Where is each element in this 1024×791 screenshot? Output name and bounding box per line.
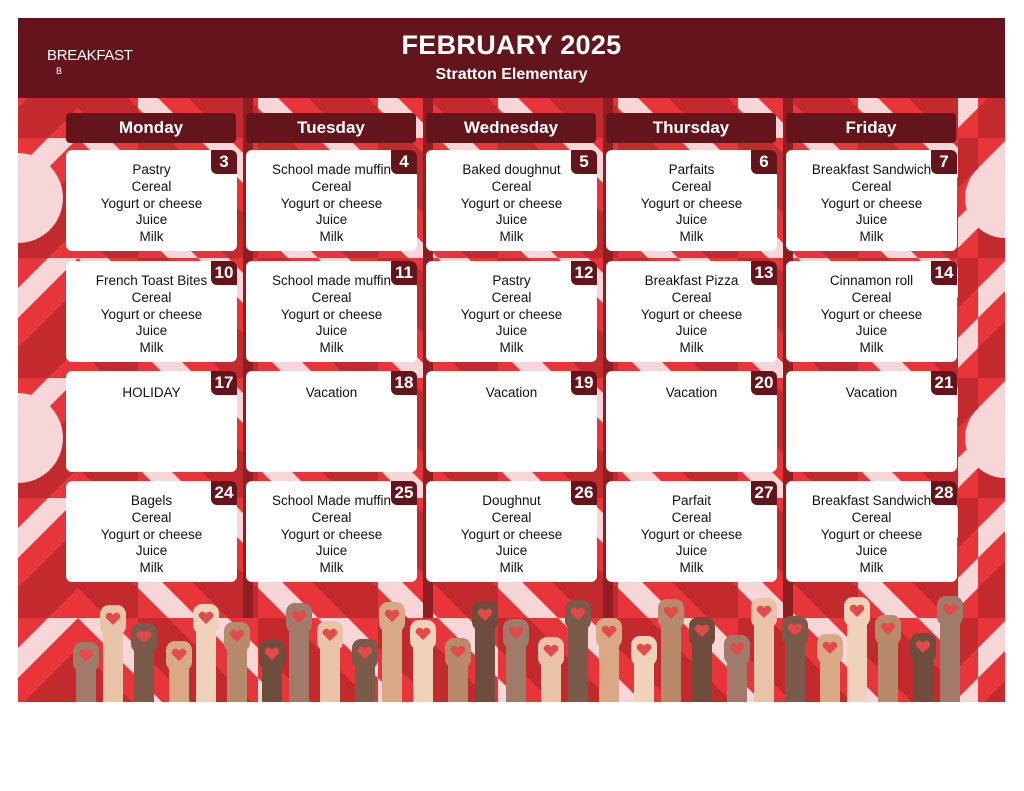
raised-hand (751, 598, 777, 702)
menu-item: Cereal (311, 289, 352, 305)
menu-item: Cereal (131, 509, 172, 525)
date-badge: 3 (211, 150, 237, 174)
raised-hand (166, 641, 192, 702)
raised-hand (658, 599, 684, 702)
menu-item: Cereal (851, 509, 892, 525)
menu-item: Juice (135, 543, 168, 559)
menu-item: Cereal (311, 178, 352, 194)
menu-item: Vacation (845, 385, 898, 400)
raised-hand (844, 597, 870, 702)
date-badge: 20 (751, 371, 777, 395)
raised-hand (724, 635, 750, 702)
menu-item: Vacation (485, 385, 538, 400)
menu-item: Milk (319, 340, 344, 356)
menu-item: Bagels (130, 493, 173, 508)
date-badge: 21 (931, 371, 957, 395)
menu-item: Breakfast Pizza (644, 273, 739, 288)
raised-hand (379, 602, 405, 702)
date-badge: 6 (751, 150, 777, 174)
menu-item: Doughnut (482, 493, 541, 508)
menu-item: Juice (135, 212, 168, 228)
raised-hand (317, 621, 343, 702)
menu-item: Yogurt or cheese (460, 526, 563, 542)
menu-item: Cinnamon roll (829, 273, 914, 288)
menu-items (426, 273, 597, 357)
day-header-tuesday: Tuesday (246, 113, 416, 143)
menu-item: Juice (495, 543, 528, 559)
day-cell (426, 261, 597, 362)
menu-item: Yogurt or cheese (640, 195, 743, 211)
menu-items (426, 385, 597, 402)
menu-item: Baked doughnut (462, 162, 561, 177)
menu-item: Vacation (665, 385, 718, 400)
menu-items (246, 273, 417, 357)
menu-item: Milk (139, 560, 164, 576)
date-badge: 17 (211, 371, 237, 395)
day-cell (66, 481, 237, 582)
menu-item: Milk (859, 340, 884, 356)
raised-hand (131, 623, 157, 702)
day-header-thursday: Thursday (606, 113, 776, 143)
date-badge: 10 (211, 261, 237, 285)
raised-hand (538, 637, 564, 702)
menu-items (606, 493, 777, 577)
menu-item: Cereal (671, 509, 712, 525)
menu-item: Milk (139, 340, 164, 356)
menu-items (66, 273, 237, 357)
menu-item: Milk (319, 229, 344, 245)
menu-items (606, 162, 777, 246)
raised-hand (286, 603, 312, 702)
menu-item: Juice (315, 543, 348, 559)
school-name: Stratton Elementary (435, 66, 588, 83)
menu-item: Cereal (311, 509, 352, 525)
day-cell (426, 481, 597, 582)
day-cell (786, 261, 957, 362)
menu-items (786, 273, 957, 357)
day-cell (606, 150, 777, 251)
menu-item: Vacation (305, 385, 358, 400)
menu-item: Yogurt or cheese (280, 526, 383, 542)
day-header-friday: Friday (786, 113, 956, 143)
menu-item: Juice (315, 323, 348, 339)
date-badge: 14 (931, 261, 957, 285)
menu-item: HOLIDAY (122, 385, 181, 400)
day-cell (606, 261, 777, 362)
menu-item: Yogurt or cheese (280, 306, 383, 322)
menu-item: Yogurt or cheese (280, 195, 383, 211)
day-cell (66, 371, 237, 472)
day-cell (786, 481, 957, 582)
menu-item: Cereal (851, 289, 892, 305)
raised-hand (596, 618, 622, 702)
menu-item: Yogurt or cheese (640, 526, 743, 542)
raised-hand (100, 605, 126, 702)
menu-item: Cereal (491, 509, 532, 525)
raised-hand (352, 639, 378, 702)
menu-item: Juice (855, 543, 888, 559)
raised-hand (689, 617, 715, 702)
raised-hand (445, 638, 471, 702)
raised-hand (472, 601, 498, 702)
raised-hand (782, 616, 808, 702)
raised-hands-illustration (18, 568, 1005, 702)
meal-label: BREAKFAST (47, 47, 133, 64)
menu-item: Yogurt or cheese (100, 306, 203, 322)
menu-items (246, 493, 417, 577)
date-badge: 13 (751, 261, 777, 285)
menu-item: Yogurt or cheese (820, 526, 923, 542)
menu-item: Breakfast Sandwich (811, 162, 932, 177)
menu-item: Pastry (492, 273, 531, 288)
menu-item: Juice (675, 543, 708, 559)
date-badge: 19 (571, 371, 597, 395)
menu-item: Juice (495, 323, 528, 339)
menu-items (66, 493, 237, 577)
date-badge: 27 (751, 481, 777, 505)
menu-item: Yogurt or cheese (640, 306, 743, 322)
day-cell (786, 371, 957, 472)
menu-items (426, 162, 597, 246)
menu-items (786, 493, 957, 577)
raised-hand (937, 596, 963, 702)
menu-item: Cereal (491, 178, 532, 194)
menu-items (246, 162, 417, 246)
raised-hand (910, 633, 936, 702)
date-badge: 18 (391, 371, 417, 395)
menu-items (786, 162, 957, 246)
menu-item: Milk (679, 229, 704, 245)
raised-hand (503, 619, 529, 702)
menu-item: Milk (859, 229, 884, 245)
menu-item: Juice (675, 212, 708, 228)
meal-label-sub: B (56, 66, 63, 76)
page-title: FEBRUARY 2025 (401, 30, 622, 60)
raised-hand (875, 615, 901, 702)
date-badge: 25 (391, 481, 417, 505)
raised-hand (817, 634, 843, 702)
menu-item: School made muffin (271, 273, 392, 288)
menu-item: Milk (139, 229, 164, 245)
menu-item: Parfait (671, 493, 712, 508)
menu-item: Milk (679, 560, 704, 576)
menu-item: School made muffin (271, 162, 392, 177)
menu-item: Juice (495, 212, 528, 228)
menu-item: Yogurt or cheese (100, 526, 203, 542)
menu-item: Yogurt or cheese (460, 306, 563, 322)
menu-items (66, 385, 237, 402)
date-badge: 26 (571, 481, 597, 505)
day-cell (246, 150, 417, 251)
menu-item: Milk (679, 340, 704, 356)
menu-item: Cereal (491, 289, 532, 305)
menu-item: Cereal (851, 178, 892, 194)
menu-item: French Toast Bites (95, 273, 208, 288)
menu-items (606, 273, 777, 357)
raised-hand (631, 636, 657, 702)
day-cell (66, 150, 237, 251)
day-header-wednesday: Wednesday (426, 113, 596, 143)
menu-item: Breakfast Sandwich (811, 493, 932, 508)
menu-items (786, 385, 957, 402)
menu-items (66, 162, 237, 246)
day-cell (66, 261, 237, 362)
day-cell (426, 150, 597, 251)
menu-item: Yogurt or cheese (820, 195, 923, 211)
date-badge: 12 (571, 261, 597, 285)
menu-items (606, 385, 777, 402)
menu-item: Yogurt or cheese (100, 195, 203, 211)
menu-item: Juice (855, 212, 888, 228)
menu-item: Yogurt or cheese (460, 195, 563, 211)
menu-item: Cereal (131, 178, 172, 194)
date-badge: 4 (391, 150, 417, 174)
raised-hand (565, 600, 591, 702)
date-badge: 28 (931, 481, 957, 505)
menu-item: Parfaits (668, 162, 715, 177)
menu-item: Pastry (132, 162, 171, 177)
menu-items (426, 493, 597, 577)
day-cell (606, 371, 777, 472)
menu-item: Juice (315, 212, 348, 228)
raised-hand (193, 604, 219, 702)
header-banner (18, 18, 1005, 98)
menu-item: Milk (499, 340, 524, 356)
menu-item: Yogurt or cheese (820, 306, 923, 322)
raised-hand (224, 622, 250, 702)
menu-item: Cereal (671, 178, 712, 194)
menu-item: Milk (859, 560, 884, 576)
menu-item: Milk (319, 560, 344, 576)
day-cell (246, 481, 417, 582)
raised-hand (73, 642, 99, 702)
menu-item: Cereal (671, 289, 712, 305)
date-badge: 7 (931, 150, 957, 174)
raised-hand (259, 640, 285, 702)
day-cell (606, 481, 777, 582)
menu-item: Milk (499, 560, 524, 576)
raised-hand (410, 620, 436, 702)
menu-item: Cereal (131, 289, 172, 305)
date-badge: 11 (391, 261, 417, 285)
day-cell (786, 150, 957, 251)
calendar-poster (18, 18, 1005, 702)
menu-items (246, 385, 417, 402)
menu-item: Juice (135, 323, 168, 339)
day-cell (246, 261, 417, 362)
menu-item: Juice (855, 323, 888, 339)
menu-item: Juice (675, 323, 708, 339)
menu-item: Milk (499, 229, 524, 245)
menu-item: School Made muffin (271, 493, 392, 508)
date-badge: 24 (211, 481, 237, 505)
day-header-monday: Monday (66, 113, 236, 143)
day-cell (246, 371, 417, 472)
day-cell (426, 371, 597, 472)
date-badge: 5 (571, 150, 597, 174)
